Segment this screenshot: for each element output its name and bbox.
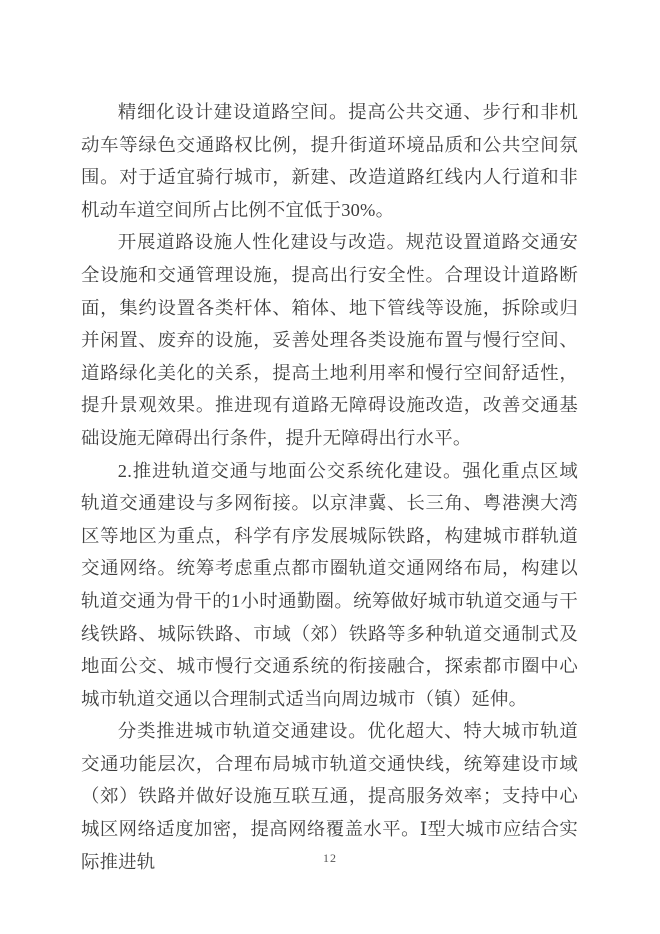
document-body-text	[81, 96, 578, 878]
page-number: 12	[323, 851, 337, 865]
paragraph-rail-transit-bus-systems: 2.推进轨道交通与地面公交系统化建设。强化重点区域轨道交通建设与多网衔接。以京津冀、长三角、粤港澳大湾区等地区为重点，科学有序发展城际铁路，构建城市群轨道交通网络。统筹考虑重点都市圈轨道交通网络布局，构建以轨道交通为骨干的1小时通勤圈。统筹做好城市轨道交通与干线铁路、城际铁路、市域（郊）铁路等多种轨道交通制式及地面公交、城市慢行交通系统的衔接融合，探索都市圈中心城市轨道交通以合理制式适当向周边城市（镇）延伸。	[81, 460, 578, 709]
paragraph-urban-rail-classification: 分类推进城市轨道交通建设。优化超大、特大城市轨道交通功能层次，合理布局城市轨道交通快线，统筹建设市域（郊）铁路并做好设施互联互通，提高服务效率；支持中心城区网络适度加密，提高网络覆盖水平。Ⅰ型大城市应结合实际推进轨	[81, 721, 578, 872]
paragraph-road-facilities-humanization: 开展道路设施人性化建设与改造。规范设置道路交通安全设施和交通管理设施，提高出行安全性。合理设计道路断面，集约设置各类杆体、箱体、地下管线等设施，拆除或归并闲置、废弃的设施，妥善处理各类设施布置与慢行空间、道路绿化美化的关系，提高土地利用率和慢行空间舒适性，提升景观效果。推进现有道路无障碍设施改造，改善交通基础设施无障碍出行条件，提升无障碍出行水平。	[81, 232, 578, 448]
paragraph-road-space-design: 精细化设计建设道路空间。提高公共交通、步行和非机动车等绿色交通路权比例，提升街道环境品质和公共空间氛围。对于适宜骑行城市，新建、改造道路红线内人行道和非机动车道空间所占比例不宜低于30%。	[81, 102, 578, 220]
page-footer	[0, 849, 660, 867]
